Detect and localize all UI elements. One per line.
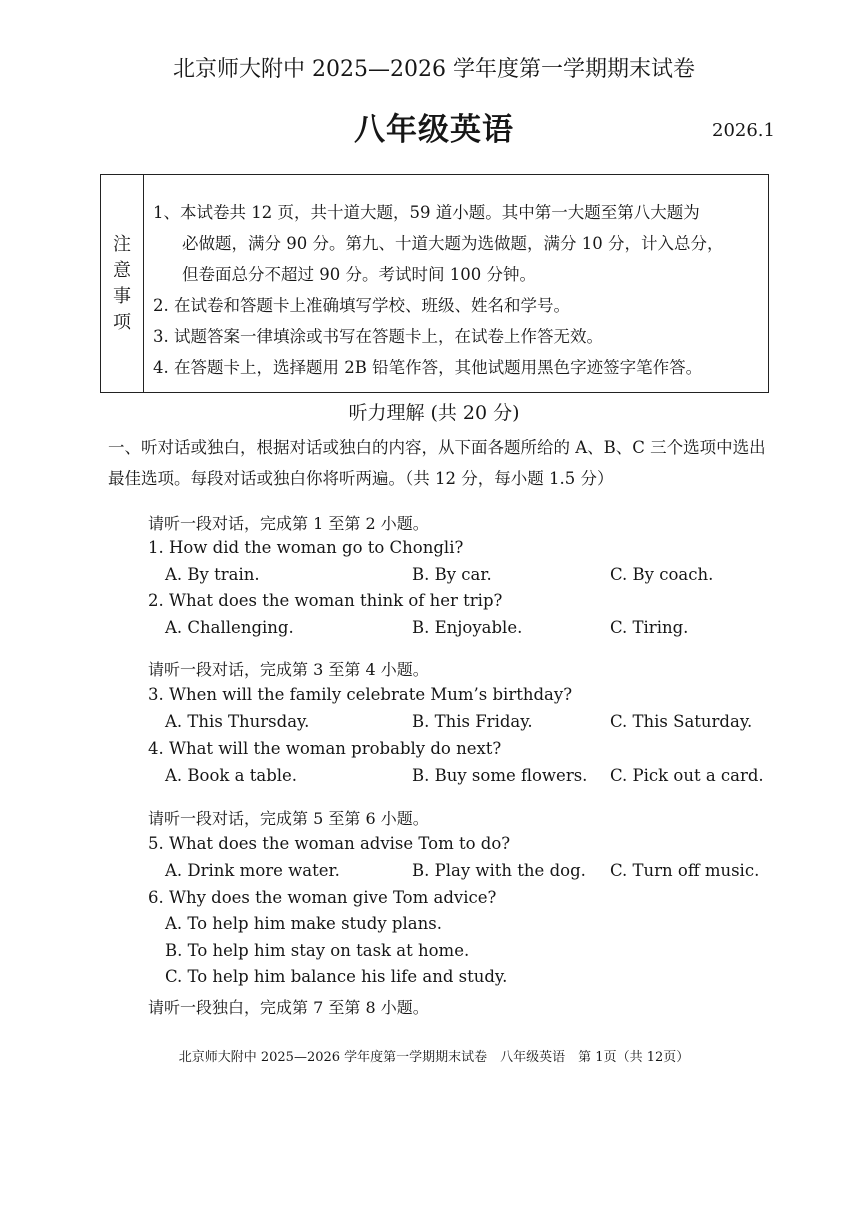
option-a: A. Drink more water. [165, 861, 340, 880]
notice-label-char: 意 [113, 259, 131, 281]
question-stem: 5. What does the woman advise Tom to do? [148, 834, 511, 853]
question-stem: 2. What does the woman think of her trip? [148, 591, 503, 610]
exam-title: 北京师大附中 2025—2026 学年度第一学期期末试卷 [173, 57, 695, 82]
notice-line: 但卷面总分不超过 90 分。考试时间 100 分钟。 [182, 265, 536, 284]
option-a: A. Challenging. [165, 618, 294, 637]
notice-label-char: 项 [113, 311, 131, 333]
section-title: 听力理解 (共 20 分) [348, 402, 520, 424]
option-c: C. Turn off music. [610, 861, 760, 880]
option-b: B. Play with the dog. [412, 861, 586, 880]
option-b: B. This Friday. [412, 712, 533, 731]
notice-label-char: 事 [113, 285, 131, 307]
option-a: A. By train. [165, 565, 260, 584]
option-b: B. By car. [412, 565, 492, 584]
option-b: B. To help him stay on task at home. [165, 941, 470, 960]
exam-date: 2026.1 [712, 120, 775, 141]
notice-line: 2. 在试卷和答题卡上准确填写学校、班级、姓名和学号。 [153, 296, 570, 315]
option-a: A. To help him make study plans. [165, 914, 442, 933]
option-b: B. Buy some flowers. [412, 766, 588, 785]
option-a: A. Book a table. [165, 766, 298, 785]
page-footer: 北京师大附中 2025—2026 学年度第一学期期末试卷 八年级英语 第 1页（共 12页） [178, 1050, 690, 1065]
notice-label-char: 注 [113, 233, 131, 255]
notice-line: 1、本试卷共 12 页，共十道大题，59 道小题。其中第一大题至第八大题为 [153, 203, 700, 222]
option-c: C. Tiring. [610, 618, 689, 637]
question-stem: 4. What will the woman probably do next? [148, 739, 502, 758]
option-a: A. This Thursday. [165, 712, 310, 731]
option-c: C. This Saturday. [610, 712, 753, 731]
question-stem: 6. Why does the woman give Tom advice? [148, 888, 497, 907]
group-header: 请听一段对话，完成第 3 至第 4 小题。 [148, 660, 429, 679]
exam-subject: 八年级英语 [354, 112, 514, 148]
group-header: 请听一段对话，完成第 5 至第 6 小题。 [148, 809, 429, 828]
option-b: B. Enjoyable. [412, 618, 523, 637]
group-header: 请听一段对话，完成第 1 至第 2 小题。 [148, 514, 429, 533]
notice-body [153, 197, 763, 383]
notice-label [101, 175, 144, 392]
notice-line: 3. 试题答案一律填涂或书写在答题卡上，在试卷上作答无效。 [153, 327, 603, 346]
option-c: C. By coach. [610, 565, 714, 584]
option-c: C. To help him balance his life and study. [165, 967, 508, 986]
notice-line: 4. 在答题卡上，选择题用 2B 铅笔作答，其他试题用黑色字迹签字笔作答。 [153, 358, 703, 377]
notice-line: 必做题，满分 90 分。第九、十道大题为选做题，满分 10 分，计入总分， [182, 234, 724, 253]
group-header: 请听一段独白，完成第 7 至第 8 小题。 [148, 998, 429, 1017]
question-stem: 3. When will the family celebrate Mum’s birthday? [148, 685, 573, 704]
question-stem: 1. How did the woman go to Chongli? [148, 538, 464, 557]
part-instruction: 一、听对话或独白，根据对话或独白的内容，从下面各题所给的 A、B、C 三个选项中选出最佳选项。每段对话或独白你将听两遍。（共 12 分，每小题 1.5 分） [108, 438, 766, 488]
notice-box [100, 174, 769, 393]
option-c: C. Pick out a card. [610, 766, 764, 785]
